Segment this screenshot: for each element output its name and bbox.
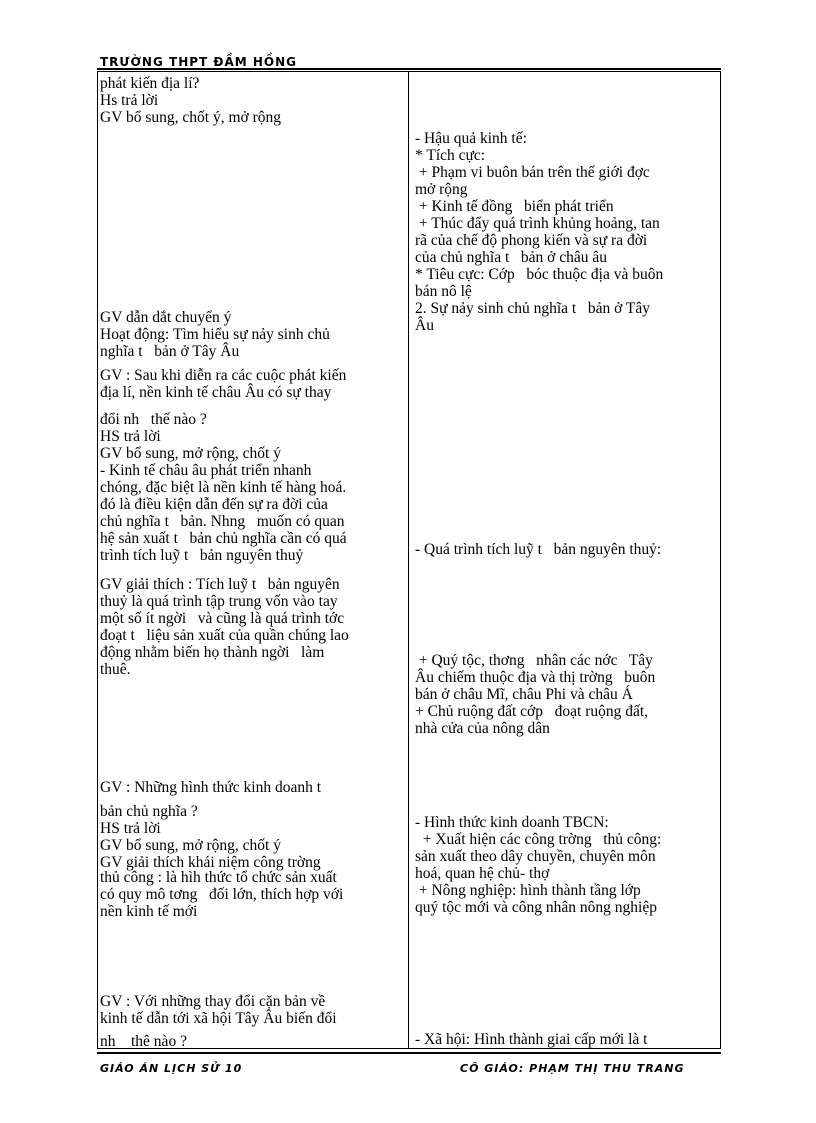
text-line: + Xuất hiện các công trờng thủ công: bbox=[415, 831, 662, 848]
text-line: GV giải thích khái niệm công trờng bbox=[100, 854, 321, 871]
text-line: nghĩa t bản ở Tây Âu bbox=[100, 343, 240, 360]
text-line: đổi nh thế nào ? bbox=[100, 411, 207, 428]
text-line: + Kinh tế đồng biển phát triển bbox=[415, 198, 614, 215]
text-line: động nhằm biến họ thành ngời làm bbox=[100, 644, 325, 661]
column-divider bbox=[408, 72, 409, 1048]
text-line: bán ở châu Mĩ, châu Phi và châu Á bbox=[415, 686, 633, 703]
text-line: bản chủ nghĩa ? bbox=[100, 803, 198, 820]
text-line: chóng, đặc biệt là nền kinh tế hàng hoá. bbox=[100, 479, 347, 496]
text-line: đoạt t liệu sản xuất của quần chúng lao bbox=[100, 627, 349, 644]
text-line: sản xuất theo dây chuyền, chuyên môn bbox=[415, 848, 656, 865]
text-line: GV bổ sung, mở rộng, chốt ý bbox=[100, 837, 281, 854]
text-line: Âu chiếm thuộc địa và thị trờng buôn bbox=[415, 669, 656, 686]
text-line: HS trả lời bbox=[100, 820, 161, 837]
text-line: thủ công : là hìh thức tổ chức sản xuất bbox=[100, 869, 337, 886]
text-line: + Chủ ruộng đất cớp đoạt ruộng đất, bbox=[415, 703, 649, 720]
text-line: nền kinh tế mới bbox=[100, 903, 198, 920]
header-school: TRƯỜNG THPT ĐẦM HỒNG bbox=[100, 55, 297, 69]
text-line: mở rộng bbox=[415, 181, 468, 198]
text-line: GV bổ sung, chốt ý, mở rộng bbox=[100, 109, 281, 126]
left-column-block bbox=[100, 367, 346, 401]
footer-subject: GIÁO ÁN LỊCH SỬ 10 bbox=[100, 1062, 243, 1075]
right-column-block bbox=[415, 541, 661, 558]
text-line: GV bổ sung, mở rộng, chốt ý bbox=[100, 445, 281, 462]
text-line: trình tích luỹ t bản nguyên thuỷ bbox=[100, 547, 304, 564]
footer-rule bbox=[97, 1052, 721, 1054]
text-line: đó là điều kiện dẫn đến sự ra đời của bbox=[100, 496, 328, 513]
text-line: thuê. bbox=[100, 661, 131, 678]
text-line: phát kiến địa lí? bbox=[100, 75, 200, 92]
text-line: nh thê nào ? bbox=[100, 1033, 187, 1050]
text-line: Âu bbox=[415, 317, 434, 334]
text-line: * Tích cực: bbox=[415, 147, 486, 164]
left-column-block bbox=[100, 993, 337, 1027]
text-line: của chủ nghĩa t bản ở châu âu bbox=[415, 249, 607, 266]
text-line: Hoạt động: Tìm hiểu sự nảy sinh chủ bbox=[100, 326, 330, 343]
text-line: + Nông nghiệp: hình thành tầng lớp bbox=[415, 882, 641, 899]
text-line: GV : Những hình thức kinh doanh t bbox=[100, 779, 322, 796]
text-line: một số ít ngời và cũng là quá trình tớc bbox=[100, 610, 345, 627]
text-line: HS trả lời bbox=[100, 428, 161, 445]
footer-teacher: CÔ GIÁO: PHẠM THỊ THU TRANG bbox=[460, 1062, 685, 1075]
text-line: địa lí, nền kinh tế châu Âu có sự thay bbox=[100, 384, 332, 401]
left-column-block bbox=[100, 576, 349, 678]
text-line: - Xã hội: Hình thành giai cấp mới là t bbox=[415, 1031, 648, 1048]
header-rule bbox=[97, 68, 721, 70]
left-column-block bbox=[100, 411, 347, 564]
text-line: có quy mô tơng đối lớn, thích hợp với bbox=[100, 886, 344, 903]
text-line: - Hậu quả kinh tế: bbox=[415, 130, 527, 147]
left-column-block bbox=[100, 869, 343, 920]
left-column-block bbox=[100, 75, 281, 126]
text-line: - Hình thức kinh doanh TBCN: bbox=[415, 814, 609, 831]
text-line: quý tộc mới và công nhân nông nghiệp bbox=[415, 899, 657, 916]
text-line: kinh tế dẫn tới xã hội Tây Âu biến đổi bbox=[100, 1010, 337, 1027]
right-column-block bbox=[415, 130, 663, 334]
text-line: GV : Sau khi diễn ra các cuộc phát kiến bbox=[100, 367, 347, 384]
text-line: + Phạm vi buôn bán trên thế giới đợc bbox=[415, 164, 650, 181]
right-column-block bbox=[415, 814, 661, 916]
text-line: hệ sản xuất t bản chủ nghĩa cần có quá bbox=[100, 530, 347, 547]
text-line: nhà cửa của nông dân bbox=[415, 720, 550, 737]
text-line: + Quý tộc, thơng nhân các nớc Tây bbox=[415, 652, 653, 669]
lesson-table bbox=[97, 71, 721, 1049]
text-line: hoá, quan hệ chủ- thợ bbox=[415, 865, 550, 882]
text-line: 2. Sự nảy sinh chủ nghĩa t bản ở Tây bbox=[415, 300, 651, 317]
text-line: - Quá trình tích luỹ t bản nguyên thuỷ: bbox=[415, 541, 662, 558]
left-column-block bbox=[100, 803, 321, 871]
text-line: Hs trả lời bbox=[100, 92, 159, 109]
text-line: - Kinh tế châu âu phát triển nhanh bbox=[100, 462, 312, 479]
text-line: bán nô lệ bbox=[415, 283, 472, 300]
text-line: GV dẫn dắt chuyển ý bbox=[100, 309, 232, 326]
left-column-block bbox=[100, 1033, 187, 1050]
text-line: chủ nghĩa t bản. Nhng muốn có quan bbox=[100, 513, 345, 530]
left-column-block bbox=[100, 309, 330, 360]
text-line: rã của chế độ phong kiến và sự ra đời bbox=[415, 232, 648, 249]
text-line: GV : Với những thay đổi cặn bản về bbox=[100, 993, 326, 1010]
text-line: * Tiêu cực: Cớp bóc thuộc địa và buôn bbox=[415, 266, 664, 283]
text-line: + Thúc đẩy quá trình khủng hoảng, tan bbox=[415, 215, 660, 232]
right-column-block bbox=[415, 652, 655, 737]
right-column-block bbox=[415, 1031, 647, 1048]
text-line: thuỷ là quá trình tập trung vốn vào tay bbox=[100, 593, 338, 610]
left-column-block bbox=[100, 779, 321, 796]
text-line: GV giải thích : Tích luỹ t bản nguyên bbox=[100, 576, 340, 593]
